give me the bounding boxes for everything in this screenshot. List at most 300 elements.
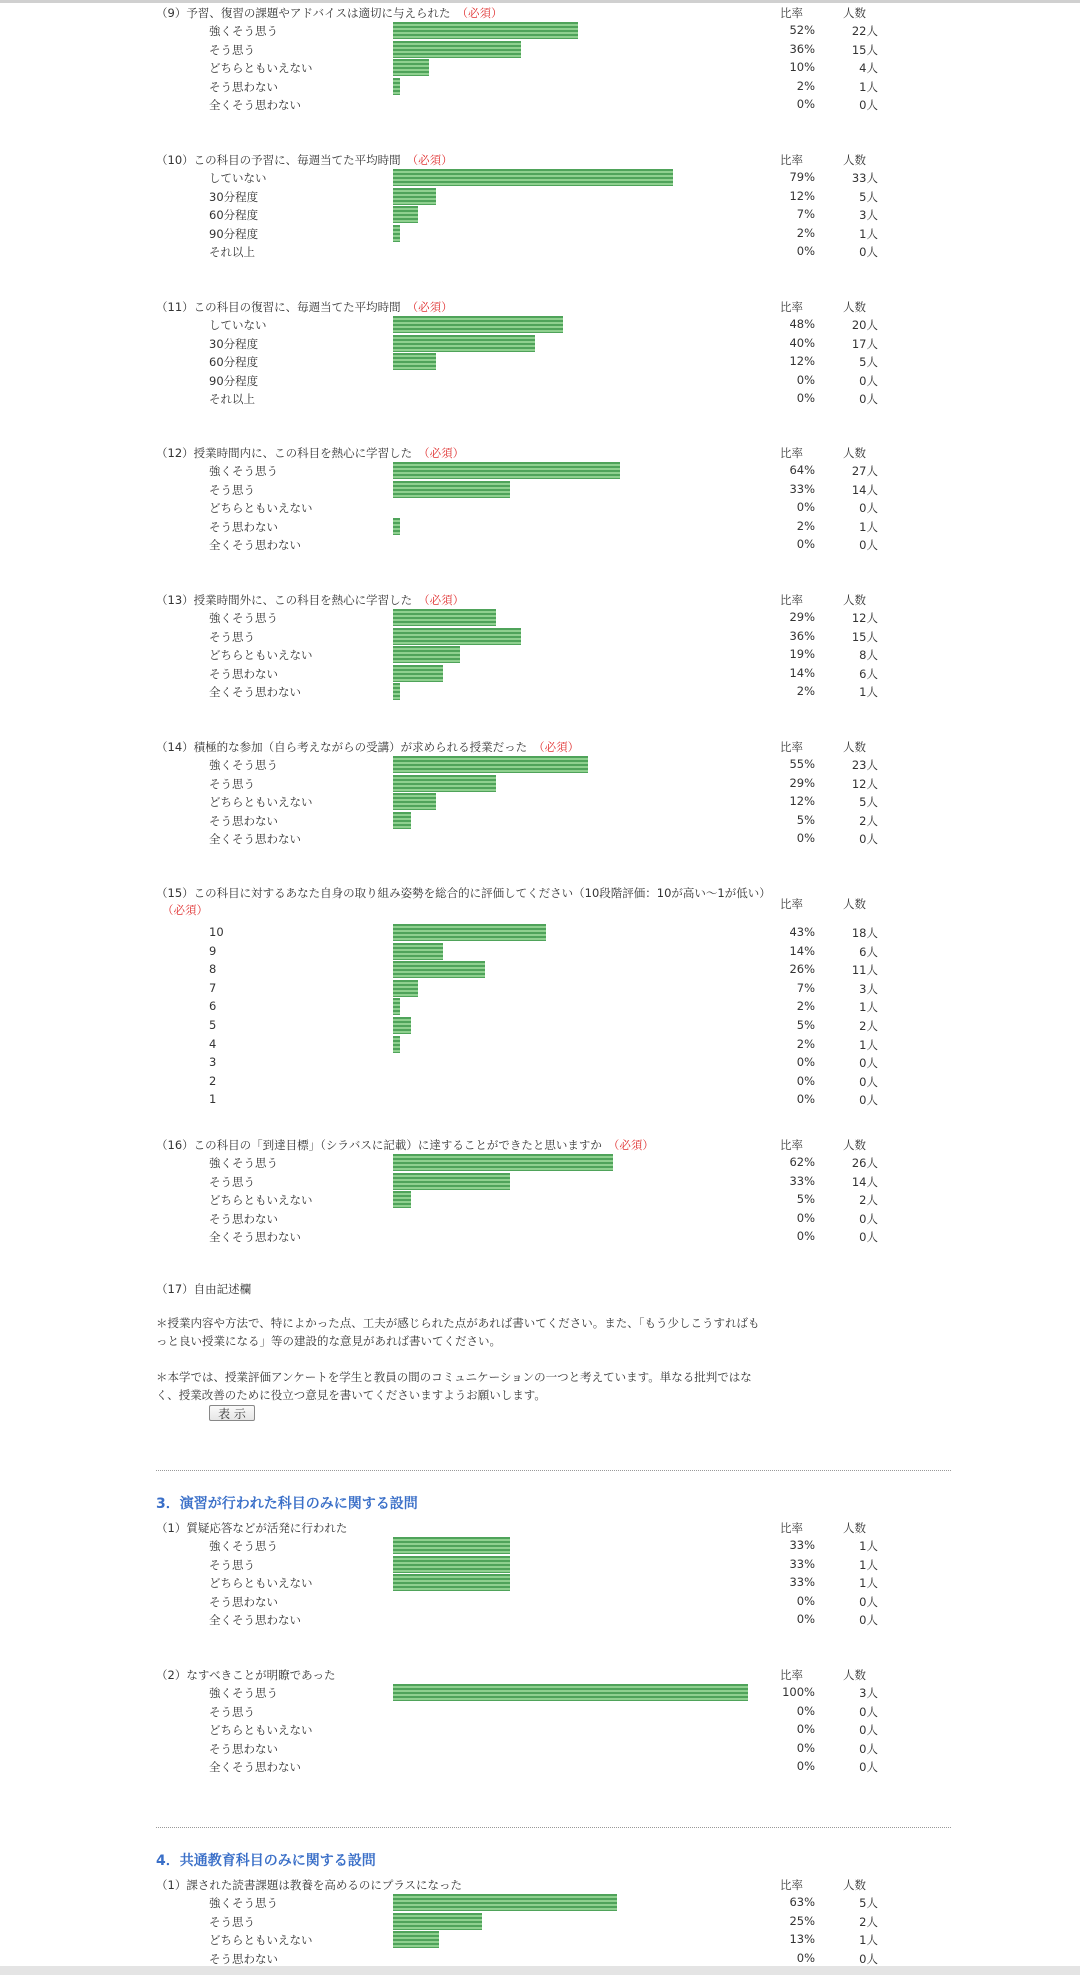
answer-label: そう思わない: [209, 666, 278, 681]
bar: [393, 225, 400, 242]
answer-label: 強くそう思う: [209, 1539, 278, 1553]
answer-row: [0, 1702, 1080, 1721]
count-value: 8人: [859, 648, 878, 663]
count-value: 0人: [859, 1704, 878, 1719]
answer-label: 強くそう思う: [209, 758, 278, 772]
bar: [393, 462, 620, 479]
count-value: 0人: [859, 1760, 878, 1775]
count-header: 人数: [843, 300, 866, 314]
question-text: （1）課された読書課題は教養を高めるのにプラスになった: [156, 1878, 462, 1892]
free-comment-note-2: ＊本学では、授業評価アンケートを学生と教員の間のコミュニケーションの一つと考えています。単なる批判ではなく、授業改善のために役立つ意見を書いてくださいますようお願いします。: [156, 1370, 752, 1402]
bar-track: [393, 943, 748, 960]
ratio-value: 0%: [796, 1092, 815, 1107]
section-title: 3．演習が行われた科目のみに関する設問: [156, 1496, 418, 1512]
answer-row: [0, 1949, 1080, 1968]
bar-track: [393, 78, 748, 95]
bar: [393, 609, 496, 626]
bar-track: [393, 481, 748, 498]
bar-track: [393, 1228, 748, 1245]
bar: [393, 756, 588, 773]
question-header: [0, 443, 1080, 461]
ratio-value: 33%: [789, 1538, 815, 1552]
bar-track: [393, 1740, 748, 1757]
bar: [393, 41, 521, 58]
count-value: 4人: [859, 61, 878, 76]
ratio-value: 0%: [796, 1593, 815, 1608]
answer-label: 強くそう思う: [209, 1686, 278, 1700]
question-header: [0, 297, 1080, 315]
ratio-value: 12%: [789, 794, 815, 809]
bar: [393, 78, 400, 95]
bar-track: [393, 499, 748, 516]
ratio-header: 比率: [780, 6, 803, 20]
required-mark: （必須）: [406, 153, 453, 167]
answer-row: [0, 1153, 1080, 1172]
question-q12: [0, 443, 1080, 554]
bar-track: [393, 1913, 748, 1930]
bar: [393, 59, 429, 76]
question-q11: [0, 297, 1080, 408]
answer-label: そう思わない: [209, 1211, 278, 1226]
answer-label: 全くそう思わない: [209, 832, 301, 847]
count-value: 1人: [859, 685, 878, 700]
bar-track: [393, 830, 748, 847]
answer-label: そう思わない: [209, 1594, 278, 1609]
ratio-value: 0%: [796, 1055, 815, 1070]
count-value: 33人: [851, 171, 878, 185]
answer-row: [0, 498, 1080, 517]
bar-track: [393, 1931, 748, 1948]
question-text: （11）この科目の復習に、毎週当てた平均時間: [156, 300, 401, 314]
answer-row: [0, 645, 1080, 664]
answer-label: 全くそう思わない: [209, 538, 301, 553]
answer-label: 7: [209, 980, 217, 995]
section-divider: [156, 1470, 951, 1471]
bar: [393, 646, 460, 663]
answer-row: [0, 1720, 1080, 1739]
ratio-header: 比率: [780, 593, 803, 607]
bar: [393, 1036, 400, 1053]
question-text: （14）積極的な参加（自ら考えながらの受講）が求められる授業だった: [156, 740, 528, 754]
ratio-header: 比率: [780, 153, 803, 167]
answer-row: [0, 811, 1080, 830]
bar-track: [393, 683, 748, 700]
answer-label: どちらともいえない: [209, 1576, 313, 1591]
bar: [393, 1894, 617, 1911]
ratio-value: 36%: [789, 628, 815, 643]
count-value: 1人: [859, 1000, 878, 1015]
question-header: [0, 1135, 1080, 1153]
answer-row: [0, 77, 1080, 96]
bar-track: [393, 225, 748, 242]
answer-label: 5: [209, 1017, 217, 1032]
bar-track: [393, 536, 748, 553]
bar-track: [393, 518, 748, 535]
question-header: [0, 3, 1080, 21]
answer-label: していない: [209, 171, 267, 185]
ratio-value: 79%: [789, 170, 815, 184]
answer-row: [0, 1053, 1080, 1072]
answer-row: [0, 21, 1080, 40]
answer-row: [0, 1227, 1080, 1246]
answer-label: 90分程度: [209, 373, 259, 388]
bar: [393, 206, 418, 223]
count-value: 0人: [859, 1594, 878, 1609]
answer-label: そう思う: [209, 482, 255, 497]
answer-row: [0, 682, 1080, 701]
ratio-value: 19%: [789, 647, 815, 662]
ratio-header: 比率: [780, 1521, 803, 1535]
count-value: 1人: [859, 519, 878, 534]
bar-track: [393, 609, 748, 626]
ratio-value: 40%: [789, 335, 815, 350]
ratio-value: 33%: [789, 481, 815, 496]
question-s3q2: [0, 1665, 1080, 1776]
bar: [393, 1931, 439, 1948]
count-header: 人数: [843, 446, 866, 460]
count-value: 0人: [859, 832, 878, 847]
answer-label: 3: [209, 1055, 217, 1070]
answer-row: [0, 1072, 1080, 1091]
bar: [393, 628, 521, 645]
question-text: （16）この科目の「到達目標」（シラバスに記載）に達することができたと思いますか: [156, 1138, 602, 1152]
answer-row: [0, 627, 1080, 646]
count-header: 人数: [843, 1138, 866, 1152]
ratio-value: 0%: [796, 537, 815, 552]
answer-row: [0, 1592, 1080, 1611]
ratio-value: 0%: [796, 1229, 815, 1244]
ratio-value: 29%: [789, 775, 815, 790]
count-value: 5人: [859, 189, 878, 204]
count-header: 人数: [843, 6, 866, 20]
bar-track: [393, 1073, 748, 1090]
bar-track: [393, 390, 748, 407]
bar: [393, 169, 673, 186]
question-text: （1）質疑応答などが活発に行われた: [156, 1521, 348, 1535]
answer-row: [0, 1016, 1080, 1035]
bar-track: [393, 96, 748, 113]
answer-row: [0, 755, 1080, 774]
question-q16: [0, 1135, 1080, 1246]
answer-label: どちらともいえない: [209, 501, 313, 516]
bar-track: [393, 646, 748, 663]
answer-label: 全くそう思わない: [209, 98, 301, 113]
question-title: [156, 885, 771, 919]
count-value: 17人: [851, 336, 878, 351]
answer-label: そう思う: [209, 776, 255, 791]
count-value: 15人: [851, 629, 878, 644]
ratio-header: 比率: [780, 1138, 803, 1152]
bar: [393, 1913, 482, 1930]
bar-track: [393, 1950, 748, 1967]
bar-track: [393, 1091, 748, 1108]
answer-row: [0, 58, 1080, 77]
count-value: 0人: [859, 1211, 878, 1226]
answer-row: [0, 979, 1080, 998]
bar-track: [393, 243, 748, 260]
count-value: 5人: [859, 355, 878, 370]
ratio-value: 0%: [796, 500, 815, 515]
answer-label: どちらともいえない: [209, 1723, 313, 1738]
bar: [393, 980, 418, 997]
count-value: 0人: [859, 373, 878, 388]
count-value: 1人: [859, 1539, 878, 1553]
count-header: 人数: [843, 897, 866, 911]
answer-label: どちらともいえない: [209, 795, 313, 810]
free-comment-note-1: ＊授業内容や方法で、特によかった点、工夫が感じられた点があれば書いてください。また、「もう少しこうすればもっと良い授業になる」等の建設的な意見があれば書いてください。: [156, 1316, 760, 1348]
answer-label: 8: [209, 962, 217, 977]
ratio-header: 比率: [780, 897, 803, 911]
count-value: 1人: [859, 1576, 878, 1591]
count-value: 6人: [859, 944, 878, 959]
ratio-value: 0%: [796, 831, 815, 846]
ratio-value: 43%: [789, 925, 815, 939]
ratio-value: 100%: [782, 1685, 815, 1699]
bar-track: [393, 59, 748, 76]
answer-row: [0, 389, 1080, 408]
question-title: [156, 739, 776, 756]
count-value: 20人: [851, 318, 878, 332]
bar-track: [393, 1036, 748, 1053]
answer-row: [0, 1610, 1080, 1629]
answer-label: 90分程度: [209, 226, 259, 241]
question-q15: [0, 883, 1080, 1109]
question-q10: [0, 150, 1080, 261]
ratio-value: 26%: [789, 962, 815, 977]
bar-track: [393, 1684, 748, 1701]
answer-label: 4: [209, 1036, 217, 1051]
bar-track: [393, 1173, 748, 1190]
answer-label: そう思わない: [209, 813, 278, 828]
ratio-value: 10%: [789, 60, 815, 75]
answer-row: [0, 960, 1080, 979]
ratio-value: 0%: [796, 1759, 815, 1774]
bar: [393, 518, 400, 535]
bar-track: [393, 1191, 748, 1208]
answer-label: 全くそう思わない: [209, 1230, 301, 1245]
question-s3q1: [0, 1518, 1080, 1629]
ratio-value: 62%: [789, 1155, 815, 1169]
bar-track: [393, 169, 748, 186]
bar: [393, 924, 546, 941]
question-header: [0, 590, 1080, 608]
ratio-value: 33%: [789, 1575, 815, 1590]
bar: [393, 812, 411, 829]
answer-row: [0, 1209, 1080, 1228]
bar-track: [393, 1574, 748, 1591]
question-title: [156, 1667, 776, 1684]
ratio-header: 比率: [780, 300, 803, 314]
question-text: （9）予習、復習の課題やアドバイスは適切に与えられた: [156, 6, 451, 20]
ratio-value: 36%: [789, 41, 815, 56]
ratio-value: 7%: [796, 207, 815, 222]
answer-row: [0, 535, 1080, 554]
ratio-value: 2%: [796, 999, 815, 1014]
answer-row: [0, 480, 1080, 499]
ratio-value: 33%: [789, 1173, 815, 1188]
count-value: 2人: [859, 1018, 878, 1033]
bar-track: [393, 316, 748, 333]
required-mark: （必須）: [533, 740, 580, 754]
bar-track: [393, 961, 748, 978]
count-value: 0人: [859, 1093, 878, 1108]
ratio-value: 63%: [789, 1895, 815, 1909]
bar: [393, 481, 510, 498]
bar: [393, 1574, 510, 1591]
count-value: 3人: [859, 1686, 878, 1700]
ratio-value: 52%: [789, 23, 815, 37]
answer-row: [0, 371, 1080, 390]
answer-label: そう思わない: [209, 79, 278, 94]
answer-row: [0, 608, 1080, 627]
answer-label: そう思う: [209, 1704, 255, 1719]
ratio-value: 0%: [796, 1740, 815, 1755]
answer-label: 30分程度: [209, 189, 259, 204]
ratio-header: 比率: [780, 446, 803, 460]
answer-row: [0, 517, 1080, 536]
ratio-value: 5%: [796, 1192, 815, 1207]
ratio-value: 2%: [796, 78, 815, 93]
count-value: 3人: [859, 981, 878, 996]
answer-label: そう思う: [209, 42, 255, 57]
count-value: 15人: [851, 42, 878, 57]
bar-track: [393, 372, 748, 389]
question-header: [0, 737, 1080, 755]
question-text: （13）授業時間外に、この科目を熱心に学習した: [156, 593, 413, 607]
required-mark: （必須）: [406, 300, 453, 314]
answer-row: [0, 942, 1080, 961]
count-value: 0人: [859, 1723, 878, 1738]
count-value: 3人: [859, 208, 878, 223]
count-value: 0人: [859, 1074, 878, 1089]
answer-row: [0, 1930, 1080, 1949]
count-value: 23人: [851, 758, 878, 772]
ratio-value: 2%: [796, 684, 815, 699]
answer-label: していない: [209, 318, 267, 332]
count-value: 5人: [859, 795, 878, 810]
bar-track: [393, 980, 748, 997]
bar-track: [393, 188, 748, 205]
count-header: 人数: [843, 1878, 866, 1892]
ratio-value: 2%: [796, 225, 815, 240]
count-value: 0人: [859, 1056, 878, 1071]
answer-row: [0, 1893, 1080, 1912]
answer-label: そう思わない: [209, 1741, 278, 1756]
answer-label: どちらともいえない: [209, 61, 313, 76]
answer-label: どちらともいえない: [209, 1933, 313, 1948]
answer-row: [0, 829, 1080, 848]
answer-row: [0, 1739, 1080, 1758]
answer-row: [0, 923, 1080, 942]
ratio-value: 64%: [789, 463, 815, 477]
bar-track: [393, 1017, 748, 1034]
answer-label: 6: [209, 999, 217, 1014]
answer-row: [0, 205, 1080, 224]
bar-track: [393, 1758, 748, 1775]
count-value: 0人: [859, 1951, 878, 1966]
count-header: 人数: [843, 740, 866, 754]
ratio-value: 0%: [796, 1073, 815, 1088]
count-value: 0人: [859, 538, 878, 553]
bar: [393, 22, 578, 39]
answer-row: [0, 352, 1080, 371]
question-title: [156, 1877, 776, 1894]
answer-label: 全くそう思わない: [209, 1613, 301, 1628]
show-comments-button[interactable]: 表 示: [209, 1405, 255, 1421]
answer-row: [0, 95, 1080, 114]
answer-label: 60分程度: [209, 208, 259, 223]
bar-track: [393, 756, 748, 773]
question-title: [156, 5, 776, 22]
answer-row: [0, 334, 1080, 353]
count-header: 人数: [843, 1521, 866, 1535]
answer-label: そう思う: [209, 1174, 255, 1189]
ratio-value: 5%: [796, 1017, 815, 1032]
answer-label: 2: [209, 1073, 217, 1088]
bar: [393, 1017, 411, 1034]
bar: [393, 1684, 748, 1701]
answer-label: 9: [209, 943, 217, 958]
ratio-value: 55%: [789, 757, 815, 771]
count-value: 26人: [851, 1156, 878, 1170]
count-value: 0人: [859, 392, 878, 407]
answer-row: [0, 1536, 1080, 1555]
answer-label: 強くそう思う: [209, 1156, 278, 1170]
bar-track: [393, 462, 748, 479]
bar-track: [393, 206, 748, 223]
ratio-value: 29%: [789, 610, 815, 624]
question-title: [156, 299, 776, 316]
ratio-value: 12%: [789, 354, 815, 369]
answer-row: [0, 40, 1080, 59]
count-value: 5人: [859, 1896, 878, 1910]
answer-label: それ以上: [209, 392, 255, 407]
bar-track: [393, 775, 748, 792]
question-text: （15）この科目に対するあなた自身の取り組み姿勢を総合的に評価してください（10段階評価：10が高い〜1が低い）: [156, 886, 771, 900]
count-value: 1人: [859, 226, 878, 241]
question-header: [0, 1875, 1080, 1893]
ratio-value: 0%: [796, 391, 815, 406]
answer-row: [0, 168, 1080, 187]
answer-row: [0, 997, 1080, 1016]
bar: [393, 943, 443, 960]
bar-track: [393, 1894, 748, 1911]
answer-label: 全くそう思わない: [209, 1760, 301, 1775]
ratio-value: 13%: [789, 1932, 815, 1947]
question-title: [156, 152, 776, 169]
ratio-header: 比率: [780, 740, 803, 754]
count-value: 1人: [859, 1933, 878, 1948]
count-value: 2人: [859, 1914, 878, 1929]
question-text: （2）なすべきことが明瞭であった: [156, 1668, 336, 1682]
count-header: 人数: [843, 153, 866, 167]
answer-label: 30分程度: [209, 336, 259, 351]
count-header: 人数: [843, 1668, 866, 1682]
answer-row: [0, 1172, 1080, 1191]
answer-label: どちらともいえない: [209, 1193, 313, 1208]
count-value: 0人: [859, 501, 878, 516]
answer-label: そう思わない: [209, 1951, 278, 1966]
bar-track: [393, 924, 748, 941]
ratio-value: 5%: [796, 812, 815, 827]
ratio-value: 0%: [796, 372, 815, 387]
answer-row: [0, 187, 1080, 206]
answer-row: [0, 242, 1080, 261]
count-value: 6人: [859, 666, 878, 681]
bar: [393, 683, 400, 700]
bar: [393, 665, 443, 682]
answer-row: [0, 1683, 1080, 1702]
